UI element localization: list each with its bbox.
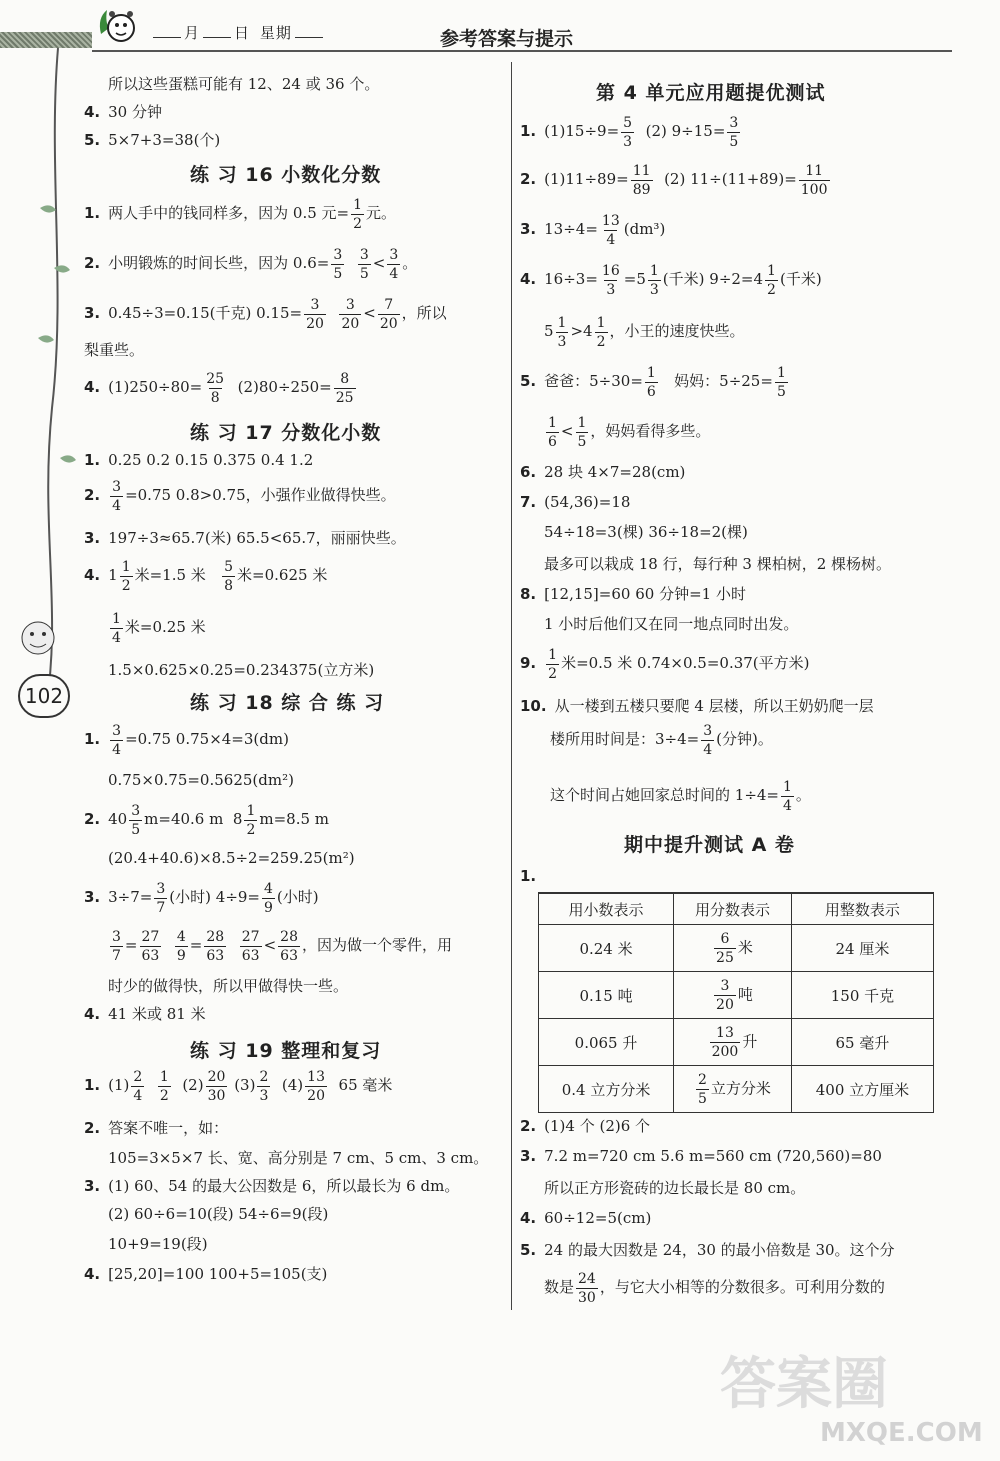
answer-18-2: 2. 40 $\frac{3}{5}$ m=40.6 m 8 $\frac{1}{2}$ m=8.5 m [84, 802, 329, 838]
answer-r7: 7. (54,36)=18 [520, 493, 631, 511]
date-fields: 月 日 星期 [150, 22, 326, 43]
answer-19-3: 3. (1) 60、54 的最大公因数是 6，所以最长为 6 dm。 [84, 1177, 460, 1195]
text-line: $\frac{1}{4}$ 米=0.25 米 [112, 610, 206, 646]
section-heading: 练 习 17 分数化小数 [190, 422, 382, 444]
table-cell: 150 千克 [791, 972, 933, 1019]
text-line: 数是 $\frac{24}{30}$ ，与它大小相等的分数很多。可利用分数的 [544, 1270, 885, 1306]
table-row [539, 925, 934, 972]
answer-16-1: 1. 两人手中的钱同样多，因为 0.5 元= $\frac{1}{2}$ 元。 [84, 196, 397, 232]
answer-r4: 4. 16÷3= $\frac{16}{3}$ =5 $\frac{1}{3}$ (千米) 9÷2=4 $\frac{1}{2}$ (千米) [520, 262, 822, 298]
answer-17-3: 3. 197÷3≈65.7(米) 65.5<65.7，丽丽快些。 [84, 529, 406, 547]
text-line: $\frac{3}{7}$ = $\frac{27}{63}$ $\frac{4}{9}$ = $\frac{28}{63}$ $\frac{27}{63}$ < $\frac{28}{63}$ ，因为做一个零件，用 [112, 928, 452, 964]
answer-r3: 3. 13÷4= $\frac{13}{4}$ (dm³) [520, 212, 666, 248]
table-row [539, 1019, 934, 1066]
table-cell: 24 厘米 [791, 925, 933, 972]
answer-r8: 8. [12,15]=60 60 分钟=1 小时 [520, 585, 746, 603]
text-line: 所以这些蛋糕可能有 12、24 或 36 个。 [108, 75, 380, 93]
text-line: 54÷18=3(棵) 36÷18=2(棵) [544, 523, 748, 541]
answer-4: 4. 30 分钟 [84, 103, 162, 121]
answer-17-1: 1. 0.25 0.2 0.15 0.375 0.4 1.2 [84, 451, 314, 469]
text-line: 楼所用时间是：3÷4= $\frac{3}{4}$ (分钟)。 [550, 722, 773, 758]
text-line: 105=3×5×7 长、宽、高分别是 7 cm、5 cm、3 cm。 [108, 1149, 489, 1167]
answer-5: 5. 5×7+3=38(个) [84, 131, 221, 149]
answer-16-4: 4. (1)250÷80= $\frac{25}{8}$ (2)80÷250= $\frac{8}{25}$ [84, 370, 354, 406]
answer-r6: 6. 28 块 4×7=28(cm) [520, 463, 686, 481]
section-heading: 练 习 16 小数化分数 [190, 164, 382, 186]
text-line: 1 小时后他们又在同一地点同时出发。 [544, 615, 799, 633]
text-line: (2) 60÷6=10(段) 54÷6=9(段) [108, 1205, 329, 1223]
table-row [539, 972, 934, 1019]
answer-r5: 5. 爸爸：5÷30= $\frac{1}{6}$ 妈妈：5÷25= $\frac{1}{5}$ [520, 364, 786, 400]
answer-A2: 2. (1)4 个 (2)6 个 [520, 1117, 651, 1135]
text-line: 最多可以栽成 18 行，每行种 3 棵柏树，2 棵杨树。 [544, 555, 892, 573]
text-line: (20.4+40.6)×8.5÷2=259.25(m²) [108, 849, 355, 867]
answer-A5: 5. 24 的最大因数是 24，30 的最小倍数是 30。这个分 [520, 1241, 895, 1259]
text-line: 10+9=19(段) [108, 1235, 208, 1253]
table-cell: $\frac{3}{20}$ 吨 [674, 972, 792, 1019]
header-title: 参考答案与提示 [440, 28, 574, 50]
page-header [0, 0, 1000, 60]
table-cell: $\frac{13}{200}$ 升 [674, 1019, 792, 1066]
section-heading: 第 4 单元应用题提优测试 [596, 82, 826, 104]
table-cell: $\frac{2}{5}$ 立方分米 [674, 1066, 792, 1113]
answer-r1: 1. (1)15÷9= $\frac{5}{3}$ (2) 9÷15= $\frac{3}{5}$ [520, 114, 739, 150]
conversion-table [538, 892, 934, 1113]
column-header: 用小数表示 [539, 893, 674, 925]
text-line: 0.75×0.75=0.5625(dm²) [108, 771, 294, 789]
column-divider [511, 62, 512, 1310]
answer-16-3: 3. 0.45÷3=0.15(千克) 0.15= $\frac{3}{20}$ $\frac{3}{20}$ < $\frac{7}{20}$ ，所以 [84, 296, 447, 332]
answer-r2: 2. (1)11÷89= $\frac{11}{89}$ (2) 11÷(11+89)= $\frac{11}{100}$ [520, 162, 828, 198]
column-header: 用分数表示 [674, 893, 792, 925]
answer-A1: 1. [520, 867, 537, 885]
answer-17-4: 4. 1 $\frac{1}{2}$ 米=1.5 米 $\frac{5}{8}$ 米=0.625 米 [84, 558, 328, 594]
text-line: 所以正方形瓷砖的边长最长是 80 cm。 [544, 1179, 806, 1197]
text-line: 这个时间占她回家总时间的 1÷4= $\frac{1}{4}$ 。 [550, 778, 811, 814]
answer-A3: 3. 7.2 m=720 cm 5.6 m=560 cm (720,560)=80 [520, 1147, 882, 1165]
answer-18-4: 4. 41 米或 81 米 [84, 1005, 206, 1023]
answer-r10: 10. 从一楼到五楼只要爬 4 层楼，所以王奶奶爬一层 [520, 697, 874, 715]
text-line: 时少的做得快，所以甲做得快一些。 [108, 977, 349, 995]
answer-19-2: 2. 答案不唯一，如： [84, 1119, 229, 1137]
header-stripe [0, 32, 92, 48]
header-rule [92, 50, 952, 52]
table-header-row [539, 893, 934, 925]
text-line: $\frac{1}{6}$ < $\frac{1}{5}$ ，妈妈看得多些。 [548, 414, 711, 450]
table-row [539, 1066, 934, 1113]
answer-18-3: 3. 3÷7= $\frac{3}{7}$ (小时) 4÷9= $\frac{4}{9}$ (小时) [84, 880, 319, 916]
watermark-logo: 答案圈 [720, 1352, 888, 1417]
table-cell: 65 毫升 [791, 1019, 933, 1066]
table-cell: $\frac{6}{25}$ 米 [674, 925, 792, 972]
page-number: 102 [18, 674, 70, 718]
table-cell: 0.24 米 [539, 925, 674, 972]
text-line: 1.5×0.625×0.25=0.234375(立方米) [108, 661, 375, 679]
answer-18-1: 1. $\frac{3}{4}$ =0.75 0.75×4=3(dm) [84, 722, 289, 758]
answer-r9: 9. $\frac{1}{2}$ 米=0.5 米 0.74×0.5=0.37(平方米) [520, 646, 810, 682]
text-line: 5 $\frac{1}{3}$ >4 $\frac{1}{2}$ ，小王的速度快些。 [544, 314, 745, 350]
section-heading: 练 习 18 综 合 练 习 [190, 692, 385, 714]
watermark-url: MXQE.COM [820, 1418, 983, 1448]
text-line: 梨重些。 [84, 341, 145, 359]
section-heading: 期中提升测试 A 卷 [624, 834, 795, 856]
answer-19-4: 4. [25,20]=100 100+5=105(支) [84, 1265, 328, 1283]
table-cell: 0.15 吨 [539, 972, 674, 1019]
table-cell: 400 立方厘米 [791, 1066, 933, 1113]
table-cell: 0.065 升 [539, 1019, 674, 1066]
answer-A4: 4. 60÷12=5(cm) [520, 1209, 652, 1227]
alarm-clock-icon [95, 4, 139, 48]
answer-16-2: 2. 小明锻炼的时间长些，因为 0.6= $\frac{3}{5}$ $\frac{3}{5}$ < $\frac{3}{4}$ 。 [84, 246, 418, 282]
column-header: 用整数表示 [791, 893, 933, 925]
table-cell: 0.4 立方分米 [539, 1066, 674, 1113]
answer-17-2: 2. $\frac{3}{4}$ =0.75 0.8>0.75，小强作业做得快些。 [84, 478, 396, 514]
answer-19-1: 1. (1) $\frac{2}{4}$ $\frac{1}{2}$ (2) $\frac{20}{30}$ (3) $\frac{2}{3}$ (4) $\frac{13}{20}$ 65 毫米 [84, 1068, 393, 1104]
section-heading: 练 习 19 整理和复习 [190, 1040, 382, 1062]
